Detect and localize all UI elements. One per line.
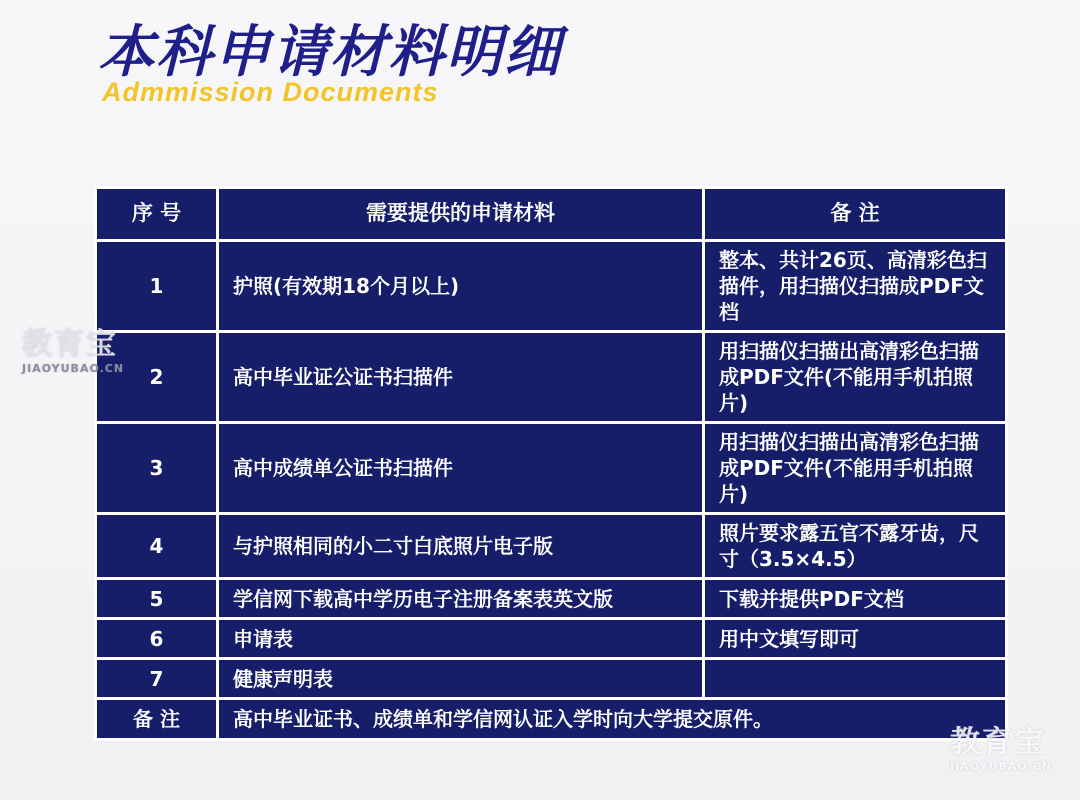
column-header-material: 需要提供的申请材料 <box>218 188 704 241</box>
column-header-number: 序 号 <box>96 188 218 241</box>
watermark-cn: 教育宝 <box>950 725 1046 760</box>
row-note: 用扫描仪扫描出高清彩色扫描成PDF文件(不能用手机拍照片) <box>704 423 1007 514</box>
row-number: 5 <box>96 579 218 619</box>
row-material: 高中成绩单公证书扫描件 <box>218 423 704 514</box>
table-header-row <box>96 188 1007 241</box>
row-note: 整本、共计26页、高清彩色扫描件，用扫描仪扫描成PDF文档 <box>704 241 1007 332</box>
table-row <box>96 659 1007 699</box>
row-material: 护照(有效期18个月以上) <box>218 241 704 332</box>
table-row <box>96 332 1007 423</box>
footer-text: 高中毕业证书、成绩单和学信网认证入学时向大学提交原件。 <box>218 699 1007 740</box>
row-material: 学信网下载高中学历电子注册备案表英文版 <box>218 579 704 619</box>
watermark-cn: 教育宝 <box>22 327 118 362</box>
watermark-en: JIAOYUBAO.CN <box>950 760 1053 773</box>
row-note <box>704 659 1007 699</box>
table-row <box>96 514 1007 579</box>
row-number: 2 <box>96 332 218 423</box>
row-note: 用中文填写即可 <box>704 619 1007 659</box>
table-footer-row <box>96 699 1007 740</box>
row-material: 申请表 <box>218 619 704 659</box>
page-title: 本科申请材料明细 <box>98 20 562 85</box>
row-number: 1 <box>96 241 218 332</box>
row-note: 用扫描仪扫描出高清彩色扫描成PDF文件(不能用手机拍照片) <box>704 332 1007 423</box>
row-material: 与护照相同的小二寸白底照片电子版 <box>218 514 704 579</box>
row-material: 健康声明表 <box>218 659 704 699</box>
table-row <box>96 619 1007 659</box>
row-note: 照片要求露五官不露牙齿，尺寸（3.5×4.5） <box>704 514 1007 579</box>
table-row <box>96 579 1007 619</box>
footer-label: 备 注 <box>96 699 218 740</box>
row-number: 7 <box>96 659 218 699</box>
column-header-note: 备 注 <box>704 188 1007 241</box>
watermark-en: JIAOYUBAO.CN <box>22 362 125 375</box>
table-row <box>96 423 1007 514</box>
row-number: 6 <box>96 619 218 659</box>
table-row <box>96 241 1007 332</box>
page-subtitle: Admmission Documents <box>102 77 439 107</box>
row-material: 高中毕业证公证书扫描件 <box>218 332 704 423</box>
row-number: 4 <box>96 514 218 579</box>
materials-table <box>94 186 1008 741</box>
row-number: 3 <box>96 423 218 514</box>
row-note: 下载并提供PDF文档 <box>704 579 1007 619</box>
